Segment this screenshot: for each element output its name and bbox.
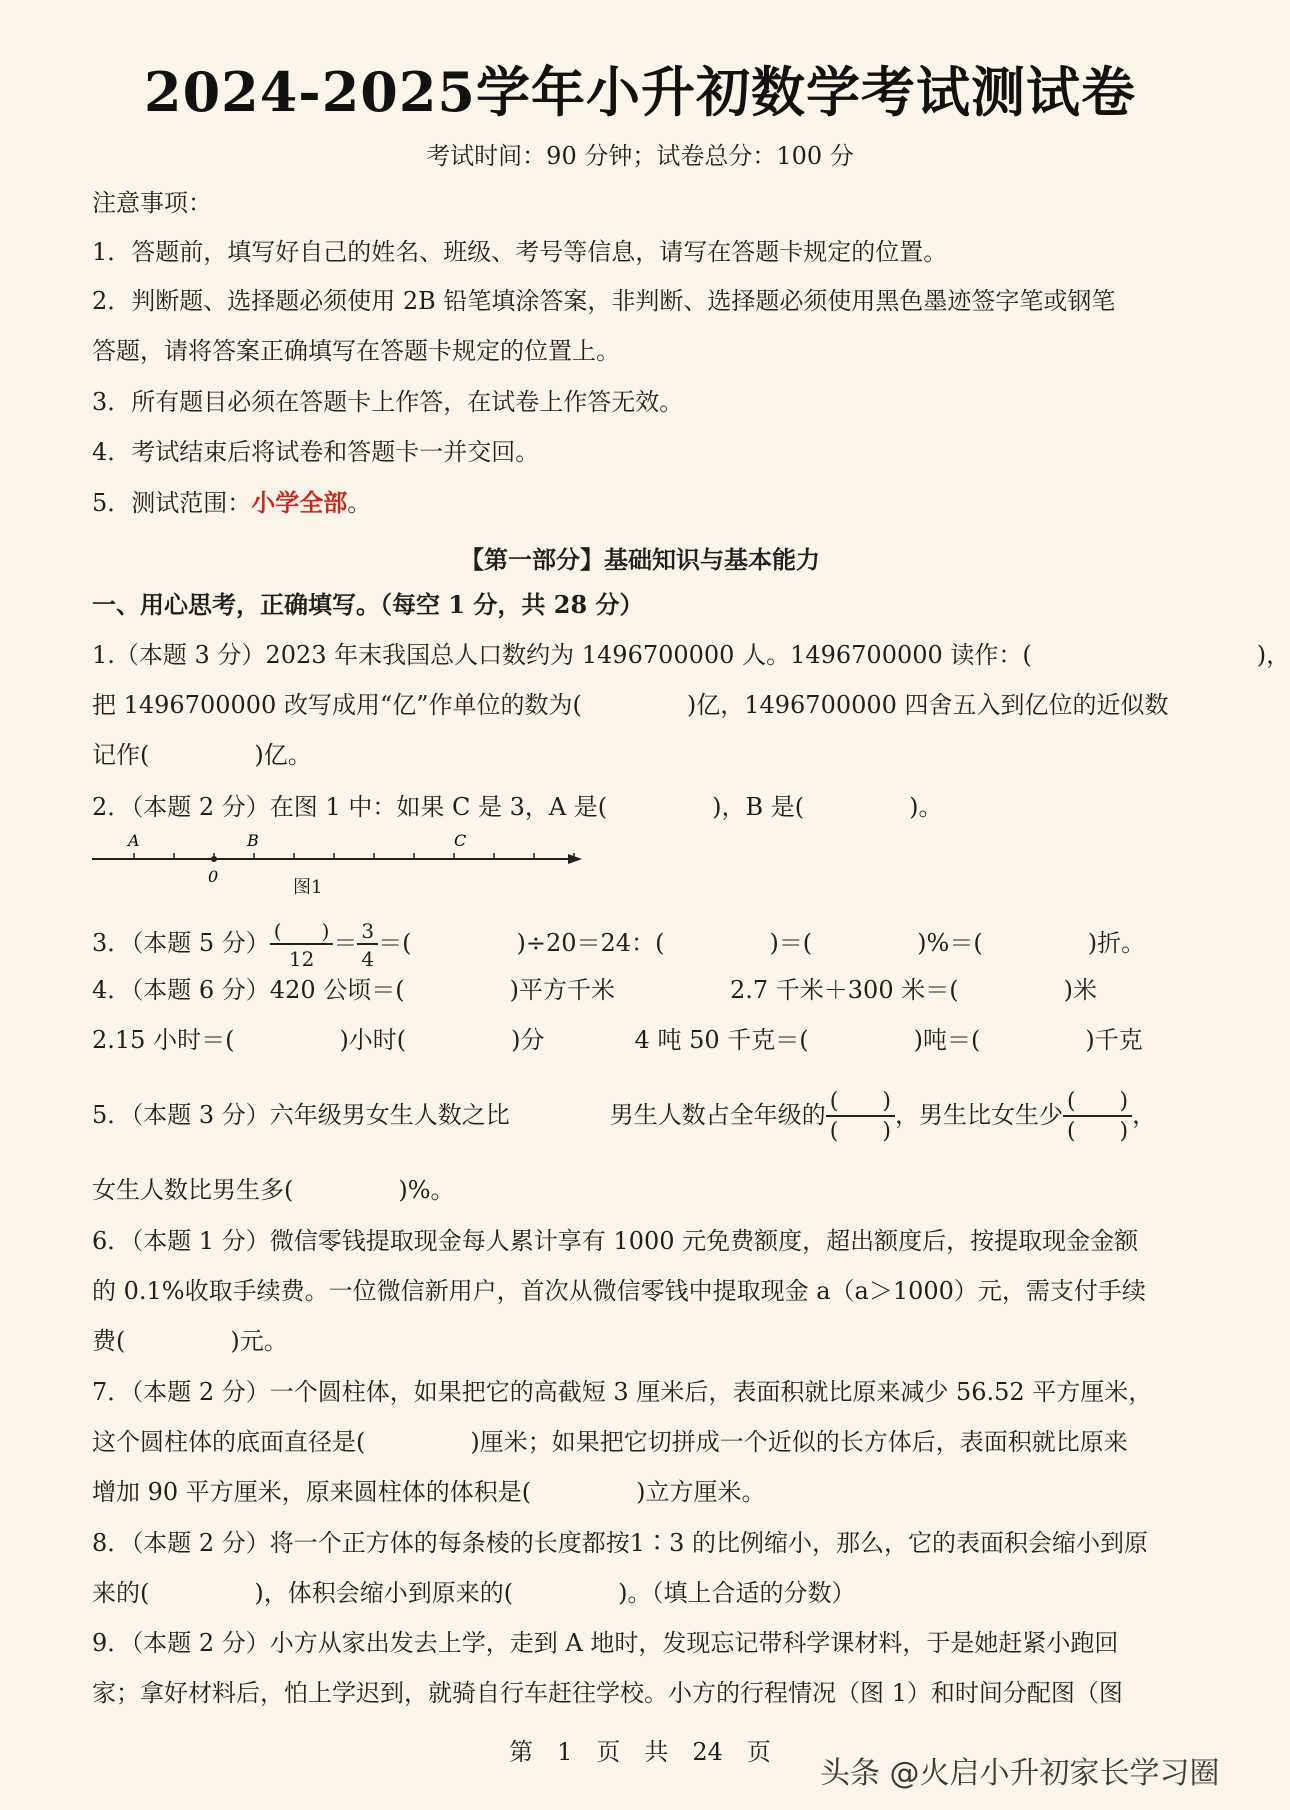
q5-text-f: )%。	[398, 1176, 455, 1204]
q4-text-f: )小时(	[339, 1026, 407, 1054]
exam-subtitle: 考试时间：90 分钟；试卷总分：100 分	[426, 142, 854, 170]
q6-line-2: 的 0.1%收取手续费。一位微信新用户，首次从微信零钱中提取现金 a（a＞1000）元，需支付手续	[92, 1277, 1146, 1305]
q4-text-h: 4 吨 50 千克＝(	[634, 1026, 809, 1054]
q4-text-a: 4．（本题 6 分）420 公顷＝(	[92, 976, 405, 1004]
q4-text-g: )分	[511, 1026, 545, 1054]
note-5-scope: 小学全部	[251, 488, 348, 517]
q6-text-3b: )元。	[230, 1327, 288, 1355]
q9-line-2: 家；拿好材料后，怕上学迟到，就骑自行车赶往学校。小方的行程情况（图 1）和时间分配图（图	[92, 1679, 1123, 1707]
figure-1-caption: 图1	[293, 877, 323, 898]
q5-fraction-2[interactable]	[1063, 1088, 1132, 1144]
part-heading: 【第一部分】基础知识与基本能力	[460, 545, 820, 574]
q4-line-2	[92, 1025, 1192, 1055]
q2-text-b: )，B 是(	[712, 793, 805, 821]
q1-text-2b: )亿，1496700000 四舍五入到亿位的近似数	[686, 691, 1169, 719]
q2-text-a: 2．（本题 2 分）在图 1 中：如果 C 是 3，A 是(	[92, 793, 608, 821]
q7-line-2	[92, 1427, 1192, 1457]
q5-text-e: 女生人数比男生多(	[92, 1176, 294, 1204]
q6-line-1: 6．（本题 1 分）微信零钱提取现金每人累计享有 1000 元免费额度，超出额度后，按提取现金金额	[92, 1227, 1139, 1255]
note-3: 3．所有题目必须在答题卡上作答，在试卷上作答无效。	[92, 388, 684, 416]
note-5	[92, 488, 1192, 518]
point-c-label: C	[454, 831, 467, 850]
note-5-suffix: 。	[347, 489, 372, 517]
q8-text-2a: 来的(	[92, 1579, 150, 1607]
zero-label: 0	[208, 867, 219, 886]
q5-fraction-1-denominator[interactable]: ( )	[829, 1118, 891, 1144]
section-heading: 一、用心思考，正确填写。（每空 1 分，共 28 分）	[92, 590, 644, 619]
q5-fraction-2-numerator[interactable]: ( )	[1063, 1091, 1132, 1117]
q7-text-2a: 这个圆柱体的底面直径是(	[92, 1428, 366, 1456]
q4-text-c: 2.7 千米＋300 米＝(	[729, 976, 959, 1004]
q4-text-j: )千克	[1085, 1026, 1143, 1054]
q3-fraction-2	[357, 918, 378, 971]
q5-text-b: 男生人数占全年级的	[609, 1101, 826, 1129]
q4-text-e: 2.15 小时＝(	[92, 1026, 235, 1054]
q4-text-b: )平方千米	[509, 976, 615, 1004]
q4-text-d: )米	[1063, 976, 1097, 1004]
q3-fraction-2-denominator: 4	[361, 946, 375, 971]
note-2b: 答题，请将答案正确填写在答题卡规定的位置上。	[92, 337, 620, 365]
q3-equals-2: ＝(	[378, 929, 412, 957]
q3-fraction-2-numerator: 3	[357, 921, 378, 945]
q1-text-1: 1.（本题 3 分）2023 年末我国总人口数约为 1496700000 人。1496700000 读作：(	[92, 641, 1032, 669]
q1-text-3a: 记作(	[92, 741, 150, 769]
q3-text-p1: )÷20＝24：(	[516, 929, 665, 957]
q3-fraction-1	[270, 918, 334, 971]
q5-fraction-1[interactable]	[826, 1088, 895, 1144]
notes-heading: 注意事项：	[92, 189, 212, 217]
watermark: 头条 @火启小升初家长学习圈	[820, 1756, 1220, 1791]
q5-line-2	[92, 1175, 1192, 1205]
q3-text-p4: )折。	[1087, 929, 1146, 957]
q1-text-3b: )亿。	[254, 741, 312, 769]
note-2a: 2．判断题、选择题必须使用 2B 铅笔填涂答案，非判断、选择题必须使用黑色墨迹签字笔或钢笔	[92, 287, 1116, 315]
q6-text-3a: 费(	[92, 1327, 126, 1355]
q1-text-2a: 把 1496700000 改写成用“亿”作单位的数为(	[92, 691, 582, 719]
q5-text-a: 5．（本题 3 分）六年级男女生人数之比	[92, 1101, 510, 1129]
q7-text-2b: )厘米；如果把它切拼成一个近似的长方体后，表面积就比原来	[470, 1428, 1128, 1456]
q1-line-3	[92, 740, 1192, 770]
q5-fraction-1-numerator[interactable]: ( )	[826, 1091, 895, 1117]
q8-text-2c: )。（填上合适的分数）	[618, 1579, 856, 1607]
note-4: 4．考试结束后将试卷和答题卡一并交回。	[92, 438, 540, 466]
number-line-arrow	[568, 854, 582, 864]
q8-line-2	[92, 1578, 1192, 1608]
q5-text-d: ，	[1132, 1101, 1157, 1129]
q7-text-3b: )立方厘米。	[636, 1478, 766, 1506]
q4-text-i: )吨＝(	[913, 1026, 981, 1054]
q4-line-1	[92, 975, 1192, 1005]
q5-line-1	[92, 1085, 1192, 1145]
q3-fraction-1-denominator: 12	[288, 946, 315, 971]
q3-equals-1: ＝	[333, 929, 358, 957]
q7-line-3	[92, 1477, 1192, 1507]
q8-line-1: 8．（本题 2 分）将一个正方体的每条棱的长度都按1∶3 的比例缩小，那么，它的表面积会缩小到原	[92, 1529, 1148, 1557]
number-line-figure	[90, 832, 590, 892]
q1-text-1-end: )，	[1256, 641, 1290, 669]
q3-fraction-1-numerator[interactable]: ( )	[270, 921, 334, 945]
q2-text-c: )。	[909, 793, 943, 821]
note-1: 1．答题前，填写好自己的姓名、班级、考号等信息，请写在答题卡规定的位置。	[92, 238, 948, 266]
page-footer: 第 1 页 共 24 页	[509, 1738, 771, 1766]
q9-line-1: 9．（本题 2 分）小方从家出发去上学，走到 A 地时，发现忘记带科学课材料，于是她赶紧小跑回	[92, 1629, 1119, 1657]
q2-line	[92, 792, 1192, 822]
point-b-label: B	[247, 831, 259, 850]
q1-line-1	[92, 640, 1290, 670]
q1-line-2	[92, 690, 1192, 720]
note-5-prefix: 5．测试范围：	[92, 489, 252, 517]
exam-title: 2024-2025学年小升初数学考试测试卷	[144, 60, 1136, 124]
number-line-origin-dot	[211, 856, 217, 862]
q3-text-p3: )%＝(	[917, 929, 983, 957]
q5-text-c: ，男生比女生少	[894, 1101, 1063, 1129]
q7-line-1: 7．（本题 2 分）一个圆柱体，如果把它的高截短 3 厘米后，表面积就比原来减少 56.52 平方厘米，	[92, 1378, 1153, 1406]
q3-prefix: 3．（本题 5 分）	[92, 929, 270, 957]
q3-line	[92, 913, 1192, 973]
q3-text-p2: )＝(	[769, 929, 813, 957]
q7-text-3a: 增加 90 平方厘米，原来圆柱体的体积是(	[92, 1478, 532, 1506]
q6-line-3	[92, 1326, 1192, 1356]
q5-fraction-2-denominator[interactable]: ( )	[1066, 1118, 1129, 1144]
point-a-label: A	[128, 831, 140, 850]
q8-text-2b: )，体积会缩小到原来的(	[254, 1579, 514, 1607]
